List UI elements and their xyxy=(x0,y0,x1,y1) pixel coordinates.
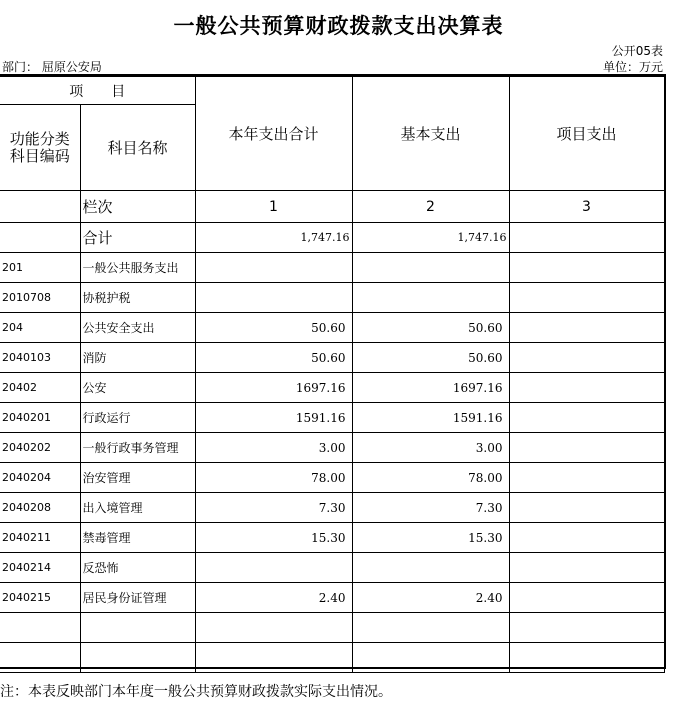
table-row xyxy=(0,493,664,523)
cell-basic: 1591.16 xyxy=(352,403,509,433)
cell-code: 2040202 xyxy=(0,433,80,463)
cell-basic: 78.00 xyxy=(352,463,509,493)
cell-item-name: 公安 xyxy=(80,373,195,403)
cell-item-name: 协税护税 xyxy=(80,283,195,313)
cell-project xyxy=(509,313,664,343)
cell-code: 2040215 xyxy=(0,583,80,613)
table-row xyxy=(0,313,664,343)
cell-project xyxy=(509,553,664,583)
cell-project xyxy=(509,493,664,523)
cell-basic xyxy=(352,253,509,283)
cell-basic: 1697.16 xyxy=(352,373,509,403)
column-index-blank xyxy=(0,191,80,223)
cell-total: 3.00 xyxy=(195,433,352,463)
cell-basic: 3.00 xyxy=(352,433,509,463)
cell-item-name: 出入境管理 xyxy=(80,493,195,523)
cell-project xyxy=(509,523,664,553)
cell-project xyxy=(509,373,664,403)
cell-code xyxy=(0,613,80,643)
cell-project xyxy=(509,403,664,433)
table-row xyxy=(0,433,664,463)
cell-item-name: 一般公共服务支出 xyxy=(80,253,195,283)
form-number: 公开05表 xyxy=(611,44,663,58)
cell-code: 2040208 xyxy=(0,493,80,523)
table-row xyxy=(0,403,664,433)
cell-item-name: 反恐怖 xyxy=(80,553,195,583)
cell-basic: 7.30 xyxy=(352,493,509,523)
footnote: 注：本表反映部门本年度一般公共预算财政拨款实际支出情况。 xyxy=(0,684,392,700)
total-row-basic: 1,747.16 xyxy=(352,223,509,253)
cell-total: 15.30 xyxy=(195,523,352,553)
cell-total: 7.30 xyxy=(195,493,352,523)
cell-code: 2040211 xyxy=(0,523,80,553)
header-func-code: 功能分类 科目编码 xyxy=(0,105,80,191)
table-row xyxy=(0,373,664,403)
cell-project xyxy=(509,643,664,673)
cell-code: 20402 xyxy=(0,373,80,403)
cell-basic: 50.60 xyxy=(352,313,509,343)
unit-label: 单位：万元 xyxy=(602,60,663,74)
cell-project xyxy=(509,253,664,283)
page-title: 一般公共预算财政拨款支出决算表 xyxy=(173,14,504,38)
total-row-project xyxy=(509,223,664,253)
cell-item-name: 消防 xyxy=(80,343,195,373)
cell-project xyxy=(509,613,664,643)
header-basic: 基本支出 xyxy=(352,77,509,191)
cell-total xyxy=(195,283,352,313)
cell-item-name: 居民身份证管理 xyxy=(80,583,195,613)
cell-code: 2040103 xyxy=(0,343,80,373)
table-row xyxy=(0,343,664,373)
cell-code xyxy=(0,643,80,673)
header-total: 本年支出合计 xyxy=(195,77,352,191)
total-row-blank xyxy=(0,223,80,253)
total-row-total: 1,747.16 xyxy=(195,223,352,253)
total-row-label: 合计 xyxy=(80,223,195,253)
cell-project xyxy=(509,583,664,613)
cell-total xyxy=(195,553,352,583)
cell-basic: 15.30 xyxy=(352,523,509,553)
table-row xyxy=(0,583,664,613)
cell-total xyxy=(195,643,352,673)
cell-total: 78.00 xyxy=(195,463,352,493)
cell-total: 50.60 xyxy=(195,343,352,373)
cell-project xyxy=(509,433,664,463)
cell-item-name: 禁毒管理 xyxy=(80,523,195,553)
table-row xyxy=(0,523,664,553)
cell-code: 204 xyxy=(0,313,80,343)
cell-total xyxy=(195,613,352,643)
table-row xyxy=(0,553,664,583)
cell-item-name xyxy=(80,613,195,643)
expenditure-table xyxy=(0,74,666,669)
cell-total: 2.40 xyxy=(195,583,352,613)
cell-code: 201 xyxy=(0,253,80,283)
table-row xyxy=(0,613,664,643)
cell-total: 1591.16 xyxy=(195,403,352,433)
cell-basic xyxy=(352,553,509,583)
column-index-3: 3 xyxy=(509,191,664,223)
table-row xyxy=(0,463,664,493)
cell-item-name: 一般行政事务管理 xyxy=(80,433,195,463)
column-index-1: 1 xyxy=(195,191,352,223)
cell-project xyxy=(509,463,664,493)
cell-project xyxy=(509,343,664,373)
cell-code: 2040214 xyxy=(0,553,80,583)
column-index-label: 栏次 xyxy=(80,191,195,223)
table-row xyxy=(0,283,664,313)
header-project: 项 目 xyxy=(0,77,195,105)
table-row xyxy=(0,253,664,283)
cell-basic xyxy=(352,613,509,643)
cell-code: 2010708 xyxy=(0,283,80,313)
table-row xyxy=(0,643,664,673)
cell-item-name xyxy=(80,643,195,673)
column-index-2: 2 xyxy=(352,191,509,223)
header-item-name: 科目名称 xyxy=(80,105,195,191)
cell-item-name: 公共安全支出 xyxy=(80,313,195,343)
cell-total xyxy=(195,253,352,283)
cell-item-name: 行政运行 xyxy=(80,403,195,433)
cell-project xyxy=(509,283,664,313)
cell-basic: 2.40 xyxy=(352,583,509,613)
cell-basic: 50.60 xyxy=(352,343,509,373)
cell-code: 2040201 xyxy=(0,403,80,433)
cell-code: 2040204 xyxy=(0,463,80,493)
cell-total: 1697.16 xyxy=(195,373,352,403)
cell-basic xyxy=(352,643,509,673)
cell-item-name: 治安管理 xyxy=(80,463,195,493)
cell-basic xyxy=(352,283,509,313)
cell-total: 50.60 xyxy=(195,313,352,343)
header-project-expenditure: 项目支出 xyxy=(509,77,664,191)
department-label: 部门： 屈原公安局 xyxy=(2,60,102,74)
